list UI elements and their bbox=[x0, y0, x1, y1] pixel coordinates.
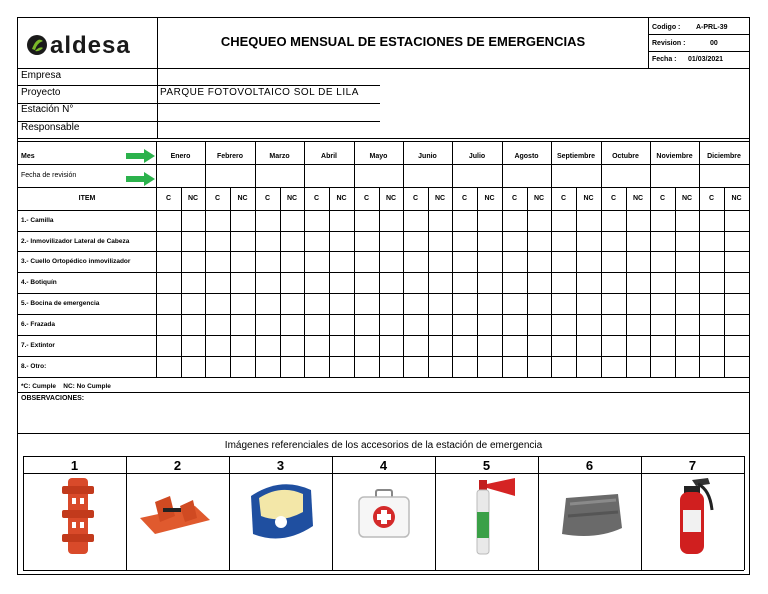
c-header: C bbox=[659, 195, 666, 202]
item-row-label: 8.- Otro: bbox=[21, 363, 47, 370]
c-header: C bbox=[610, 195, 617, 202]
mes-arrow-icon bbox=[126, 149, 156, 163]
blanket-icon bbox=[556, 488, 628, 543]
grid-line bbox=[18, 210, 749, 211]
stretcher-icon bbox=[48, 476, 108, 556]
grid-line bbox=[403, 141, 404, 377]
cervical-collar-icon bbox=[243, 476, 318, 556]
nc-header: NC bbox=[681, 195, 693, 202]
month-header: Julio bbox=[468, 153, 486, 160]
air-horn-icon bbox=[465, 476, 525, 556]
item-row-label: 5.- Bocina de emergencia bbox=[21, 300, 100, 307]
proyecto-label: Proyecto bbox=[21, 87, 61, 98]
grid-line bbox=[18, 138, 749, 139]
c-header: C bbox=[363, 195, 370, 202]
codigo-field bbox=[652, 24, 728, 31]
grid-line bbox=[181, 187, 182, 377]
grid-line bbox=[332, 456, 333, 570]
c-header: C bbox=[214, 195, 221, 202]
grid-line bbox=[18, 85, 157, 86]
c-header: C bbox=[313, 195, 320, 202]
codigo-value: A-PRL-39 bbox=[696, 24, 728, 31]
grid-line bbox=[280, 187, 281, 377]
legend: *C: Cumple NC: No Cumple bbox=[21, 383, 111, 390]
grid-line bbox=[229, 456, 230, 570]
grid-line bbox=[435, 456, 436, 570]
item-row-label: 3.- Cuello Ortopédico inmovilizador bbox=[21, 258, 131, 265]
revision-label: Revision : bbox=[652, 40, 686, 47]
grid-line bbox=[379, 187, 380, 377]
month-header: Marzo bbox=[269, 153, 290, 160]
grid-line bbox=[650, 141, 651, 377]
fecha-revision-label: Fecha de revisión bbox=[21, 172, 77, 179]
nc-header: NC bbox=[632, 195, 644, 202]
month-header: Febrero bbox=[216, 153, 244, 160]
grid-line bbox=[157, 18, 158, 68]
nc-header: NC bbox=[484, 195, 495, 202]
grid-line bbox=[648, 51, 749, 52]
empresa-label: Empresa bbox=[21, 70, 62, 81]
references-caption: Imágenes referenciales de los accesorios de la estación de emergencia bbox=[224, 440, 543, 451]
fecha-value: 01/03/2021 bbox=[688, 56, 724, 63]
grid-line bbox=[626, 187, 627, 377]
grid-line bbox=[230, 187, 231, 377]
month-header: Noviembre bbox=[656, 153, 693, 160]
grid-line bbox=[675, 187, 676, 377]
aldesa-logo-icon bbox=[26, 34, 48, 56]
reference-number: 7 bbox=[688, 458, 697, 473]
reference-number: 6 bbox=[585, 458, 594, 473]
grid-line bbox=[648, 18, 649, 68]
grid-line bbox=[304, 141, 305, 377]
reference-number: 1 bbox=[70, 458, 79, 473]
reference-number: 5 bbox=[482, 458, 491, 473]
grid-line bbox=[18, 356, 749, 357]
grid-line bbox=[18, 293, 749, 294]
month-header: Octubre bbox=[612, 153, 639, 160]
grid-line bbox=[18, 272, 749, 273]
grid-line bbox=[428, 187, 429, 377]
grid-line bbox=[18, 68, 749, 69]
nc-header: NC bbox=[533, 195, 545, 202]
logo-text: aldesa bbox=[50, 32, 131, 59]
grid-line bbox=[452, 141, 453, 377]
company-logo bbox=[26, 32, 131, 60]
grid-line bbox=[18, 433, 749, 434]
c-header: C bbox=[560, 195, 567, 202]
estacion-label: Estación N° bbox=[21, 104, 74, 115]
grid-line bbox=[255, 141, 256, 377]
grid-line bbox=[601, 141, 602, 377]
item-row-label: 2.- Inmovilizador Lateral de Cabeza bbox=[21, 238, 130, 245]
item-row-label: 4.- Botiquín bbox=[21, 279, 57, 286]
grid-line bbox=[329, 187, 330, 377]
proyecto-value[interactable]: PARQUE FOTOVOLTAICO SOL DE LILA bbox=[160, 87, 359, 98]
month-header: Septiembre bbox=[556, 153, 596, 160]
grid-line bbox=[18, 231, 749, 232]
grid-line bbox=[744, 456, 745, 570]
grid-line bbox=[205, 141, 206, 377]
nc-header: NC bbox=[187, 195, 199, 202]
grid-line bbox=[23, 456, 24, 570]
month-header: Agosto bbox=[514, 153, 539, 160]
grid-line bbox=[157, 121, 380, 122]
grid-line bbox=[538, 456, 539, 570]
month-header: Abril bbox=[321, 153, 337, 160]
nc-header: NC bbox=[286, 195, 298, 202]
responsable-label: Responsable bbox=[21, 122, 80, 133]
month-header: Enero bbox=[170, 153, 191, 160]
grid-line bbox=[354, 141, 355, 377]
fecha-label: Fecha : bbox=[652, 56, 677, 63]
item-row-label: 1.- Camilla bbox=[21, 217, 54, 224]
head-immobilizer-icon bbox=[135, 488, 215, 543]
item-row-label: 7.- Extintor bbox=[21, 342, 55, 349]
form-title: CHEQUEO MENSUAL DE ESTACIONES DE EMERGENCIAS bbox=[220, 34, 586, 49]
grid-line bbox=[157, 103, 380, 104]
c-header: C bbox=[461, 195, 468, 202]
grid-line bbox=[18, 335, 749, 336]
c-header: C bbox=[511, 195, 518, 202]
observaciones-label: OBSERVACIONES: bbox=[21, 395, 85, 402]
grid-line bbox=[699, 141, 700, 377]
grid-line bbox=[18, 251, 749, 252]
grid-line bbox=[23, 456, 744, 457]
nc-header: NC bbox=[731, 195, 742, 202]
fire-extinguisher-icon bbox=[670, 476, 720, 558]
reference-number: 3 bbox=[276, 458, 285, 473]
grid-line bbox=[18, 103, 157, 104]
codigo-label: Codigo : bbox=[652, 24, 681, 31]
item-row-label: 6.- Frazada bbox=[21, 321, 55, 328]
mes-label: Mes bbox=[21, 153, 35, 160]
grid-line bbox=[18, 314, 749, 315]
nc-header: NC bbox=[385, 195, 397, 202]
revision-value: 00 bbox=[710, 40, 718, 47]
grid-line bbox=[551, 141, 552, 377]
grid-line bbox=[157, 85, 380, 86]
grid-line bbox=[18, 377, 749, 378]
reference-number: 2 bbox=[173, 458, 182, 473]
grid-line bbox=[576, 187, 577, 377]
grid-line bbox=[23, 473, 744, 474]
item-header: ITEM bbox=[78, 195, 96, 202]
month-header: Diciembre bbox=[707, 153, 741, 160]
fecha-field bbox=[652, 56, 724, 63]
grid-line bbox=[477, 187, 478, 377]
revision-field bbox=[652, 40, 718, 47]
nc-header: NC bbox=[336, 195, 347, 202]
checklist-sheet bbox=[17, 17, 750, 575]
grid-line bbox=[18, 164, 749, 165]
reference-number: 4 bbox=[379, 458, 388, 473]
fecha-arrow-icon bbox=[126, 172, 156, 186]
grid-line bbox=[18, 141, 749, 142]
grid-line bbox=[23, 570, 744, 571]
grid-line bbox=[157, 68, 158, 138]
month-header: Junio bbox=[418, 153, 437, 160]
month-header: Mayo bbox=[369, 153, 388, 160]
c-header: C bbox=[165, 195, 172, 202]
grid-line bbox=[156, 141, 157, 377]
grid-line bbox=[126, 456, 127, 570]
nc-header: NC bbox=[434, 195, 446, 202]
nc-header: NC bbox=[583, 195, 594, 202]
grid-line bbox=[18, 121, 157, 122]
c-header: C bbox=[264, 195, 271, 202]
grid-line bbox=[502, 141, 503, 377]
grid-line bbox=[641, 456, 642, 570]
grid-line bbox=[18, 392, 749, 393]
c-header: C bbox=[412, 195, 419, 202]
grid-line bbox=[527, 187, 528, 377]
grid-line bbox=[648, 34, 749, 35]
first-aid-kit-icon bbox=[356, 488, 412, 543]
nc-header: NC bbox=[237, 195, 248, 202]
grid-line bbox=[18, 187, 749, 188]
grid-line bbox=[724, 187, 725, 377]
c-header: C bbox=[708, 195, 715, 202]
